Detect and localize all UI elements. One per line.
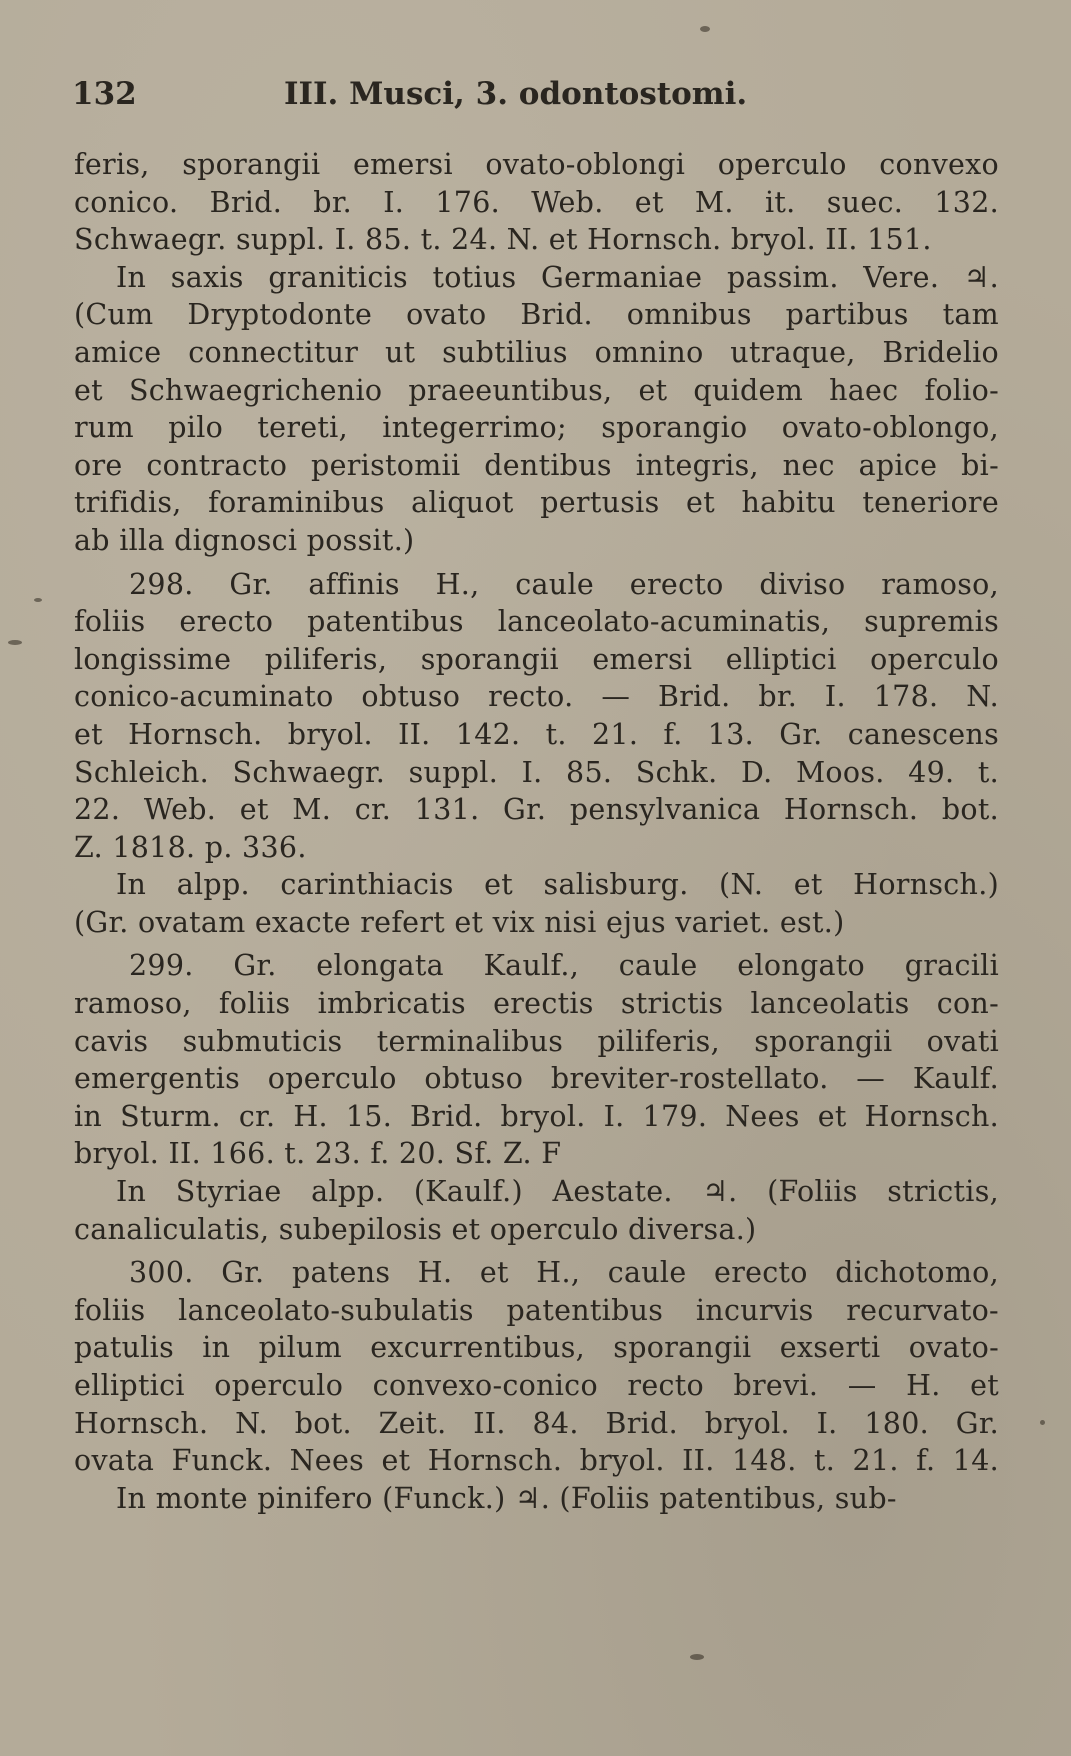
text-line: emergentis operculo obtuso breviter-rostellato. — Kaulf. bbox=[74, 1062, 999, 1096]
text-line: Schleich. Schwaegr. suppl. I. 85. Schk. D. Moos. 49. t. bbox=[74, 755, 999, 789]
text-line: elliptici operculo convexo-conico recto brevi. — H. et bbox=[74, 1369, 999, 1402]
text-line: et Hornsch. bryol. II. 142. t. 21. f. 13. Gr. canescens bbox=[74, 717, 999, 751]
text-line: conico. Brid. br. I. 176. Web. et M. it. suec. 132. bbox=[74, 185, 999, 219]
text-line: Hornsch. N. bot. Zeit. II. 84. Brid. bryol. I. 180. Gr. bbox=[74, 1406, 999, 1440]
text-line: 22. Web. et M. cr. 131. Gr. pensylvanica Hornsch. bot. bbox=[74, 793, 999, 827]
text-line: patulis in pilum excurrentibus, sporangii exserti ovato- bbox=[74, 1331, 999, 1365]
paper-speck bbox=[1040, 1420, 1045, 1425]
text-line: 298. Gr. affinis H., caule erecto diviso ramoso, bbox=[129, 567, 999, 601]
text-line: foliis erecto patentibus lanceolato-acuminatis, supremis bbox=[74, 605, 999, 639]
paper-speck bbox=[8, 640, 22, 645]
text-line: cavis submuticis terminalibus piliferis, sporangii ovati bbox=[74, 1024, 999, 1058]
text-line: ovata Funck. Nees et Hornsch. bryol. II. 148. t. 21. f. 14. bbox=[74, 1444, 999, 1478]
text-line: feris, sporangii emersi ovato-oblongi operculo convexo bbox=[74, 148, 999, 181]
text-line: In monte pinifero (Funck.) ♃. (Foliis patentibus, sub- bbox=[116, 1481, 897, 1515]
text-line: 300. Gr. patens H. et H., caule erecto dichotomo, bbox=[129, 1256, 999, 1290]
text-line: in Sturm. cr. H. 15. Brid. bryol. I. 179. Nees et Hornsch. bbox=[74, 1099, 999, 1133]
text-line: et Schwaegrichenio praeeuntibus, et quidem haec folio- bbox=[74, 373, 999, 407]
text-line: amice connectitur ut subtilius omnino utraque, Bridelio bbox=[74, 335, 999, 369]
text-line: In alpp. carinthiacis et salisburg. (N. et Hornsch.) bbox=[116, 868, 999, 902]
text-line: foliis lanceolato-subulatis patentibus incurvis recurvato- bbox=[74, 1293, 999, 1327]
text-line: conico-acuminato obtuso recto. — Brid. br. I. 178. N. bbox=[74, 680, 999, 714]
text-line: rum pilo tereti, integerrimo; sporangio ovato-oblongo, bbox=[74, 411, 999, 445]
text-line: In Styriae alpp. (Kaulf.) Aestate. ♃. (Foliis strictis, bbox=[116, 1175, 999, 1209]
text-line: longissime piliferis, sporangii emersi elliptici operculo bbox=[74, 642, 999, 676]
body-text bbox=[74, 146, 999, 1517]
text-line: 299. Gr. elongata Kaulf., caule elongato gracili bbox=[129, 949, 999, 983]
paper-speck bbox=[690, 1654, 704, 1660]
text-line: Z. 1818. p. 336. bbox=[74, 830, 307, 864]
running-title: III. Musci, 3. odontostomi. bbox=[284, 76, 748, 112]
text-line: (Cum Dryptodonte ovato Brid. omnibus partibus tam bbox=[74, 298, 999, 332]
text-line: ramoso, foliis imbricatis erectis strictis lanceolatis con- bbox=[74, 987, 999, 1021]
text-line: canaliculatis, subepilosis et operculo diversa.) bbox=[74, 1212, 757, 1246]
paper-speck bbox=[34, 598, 42, 602]
text-line: (Gr. ovatam exacte refert et vix nisi ejus variet. est.) bbox=[74, 905, 845, 939]
page-number: 132 bbox=[72, 76, 137, 112]
text-line: bryol. II. 166. t. 23. f. 20. Sf. Z. F bbox=[74, 1137, 562, 1171]
paper-speck bbox=[700, 26, 710, 32]
text-line: trifidis, foraminibus aliquot pertusis et habitu teneriore bbox=[74, 486, 999, 520]
text-line: ore contracto peristomii dentibus integris, nec apice bi- bbox=[74, 448, 999, 482]
text-line: ab illa dignosci possit.) bbox=[74, 523, 415, 557]
page-header bbox=[72, 70, 1002, 114]
text-line: In saxis graniticis totius Germaniae passim. Vere. ♃. bbox=[116, 260, 999, 294]
text-line: Schwaegr. suppl. I. 85. t. 24. N. et Hornsch. bryol. II. 151. bbox=[74, 223, 932, 257]
